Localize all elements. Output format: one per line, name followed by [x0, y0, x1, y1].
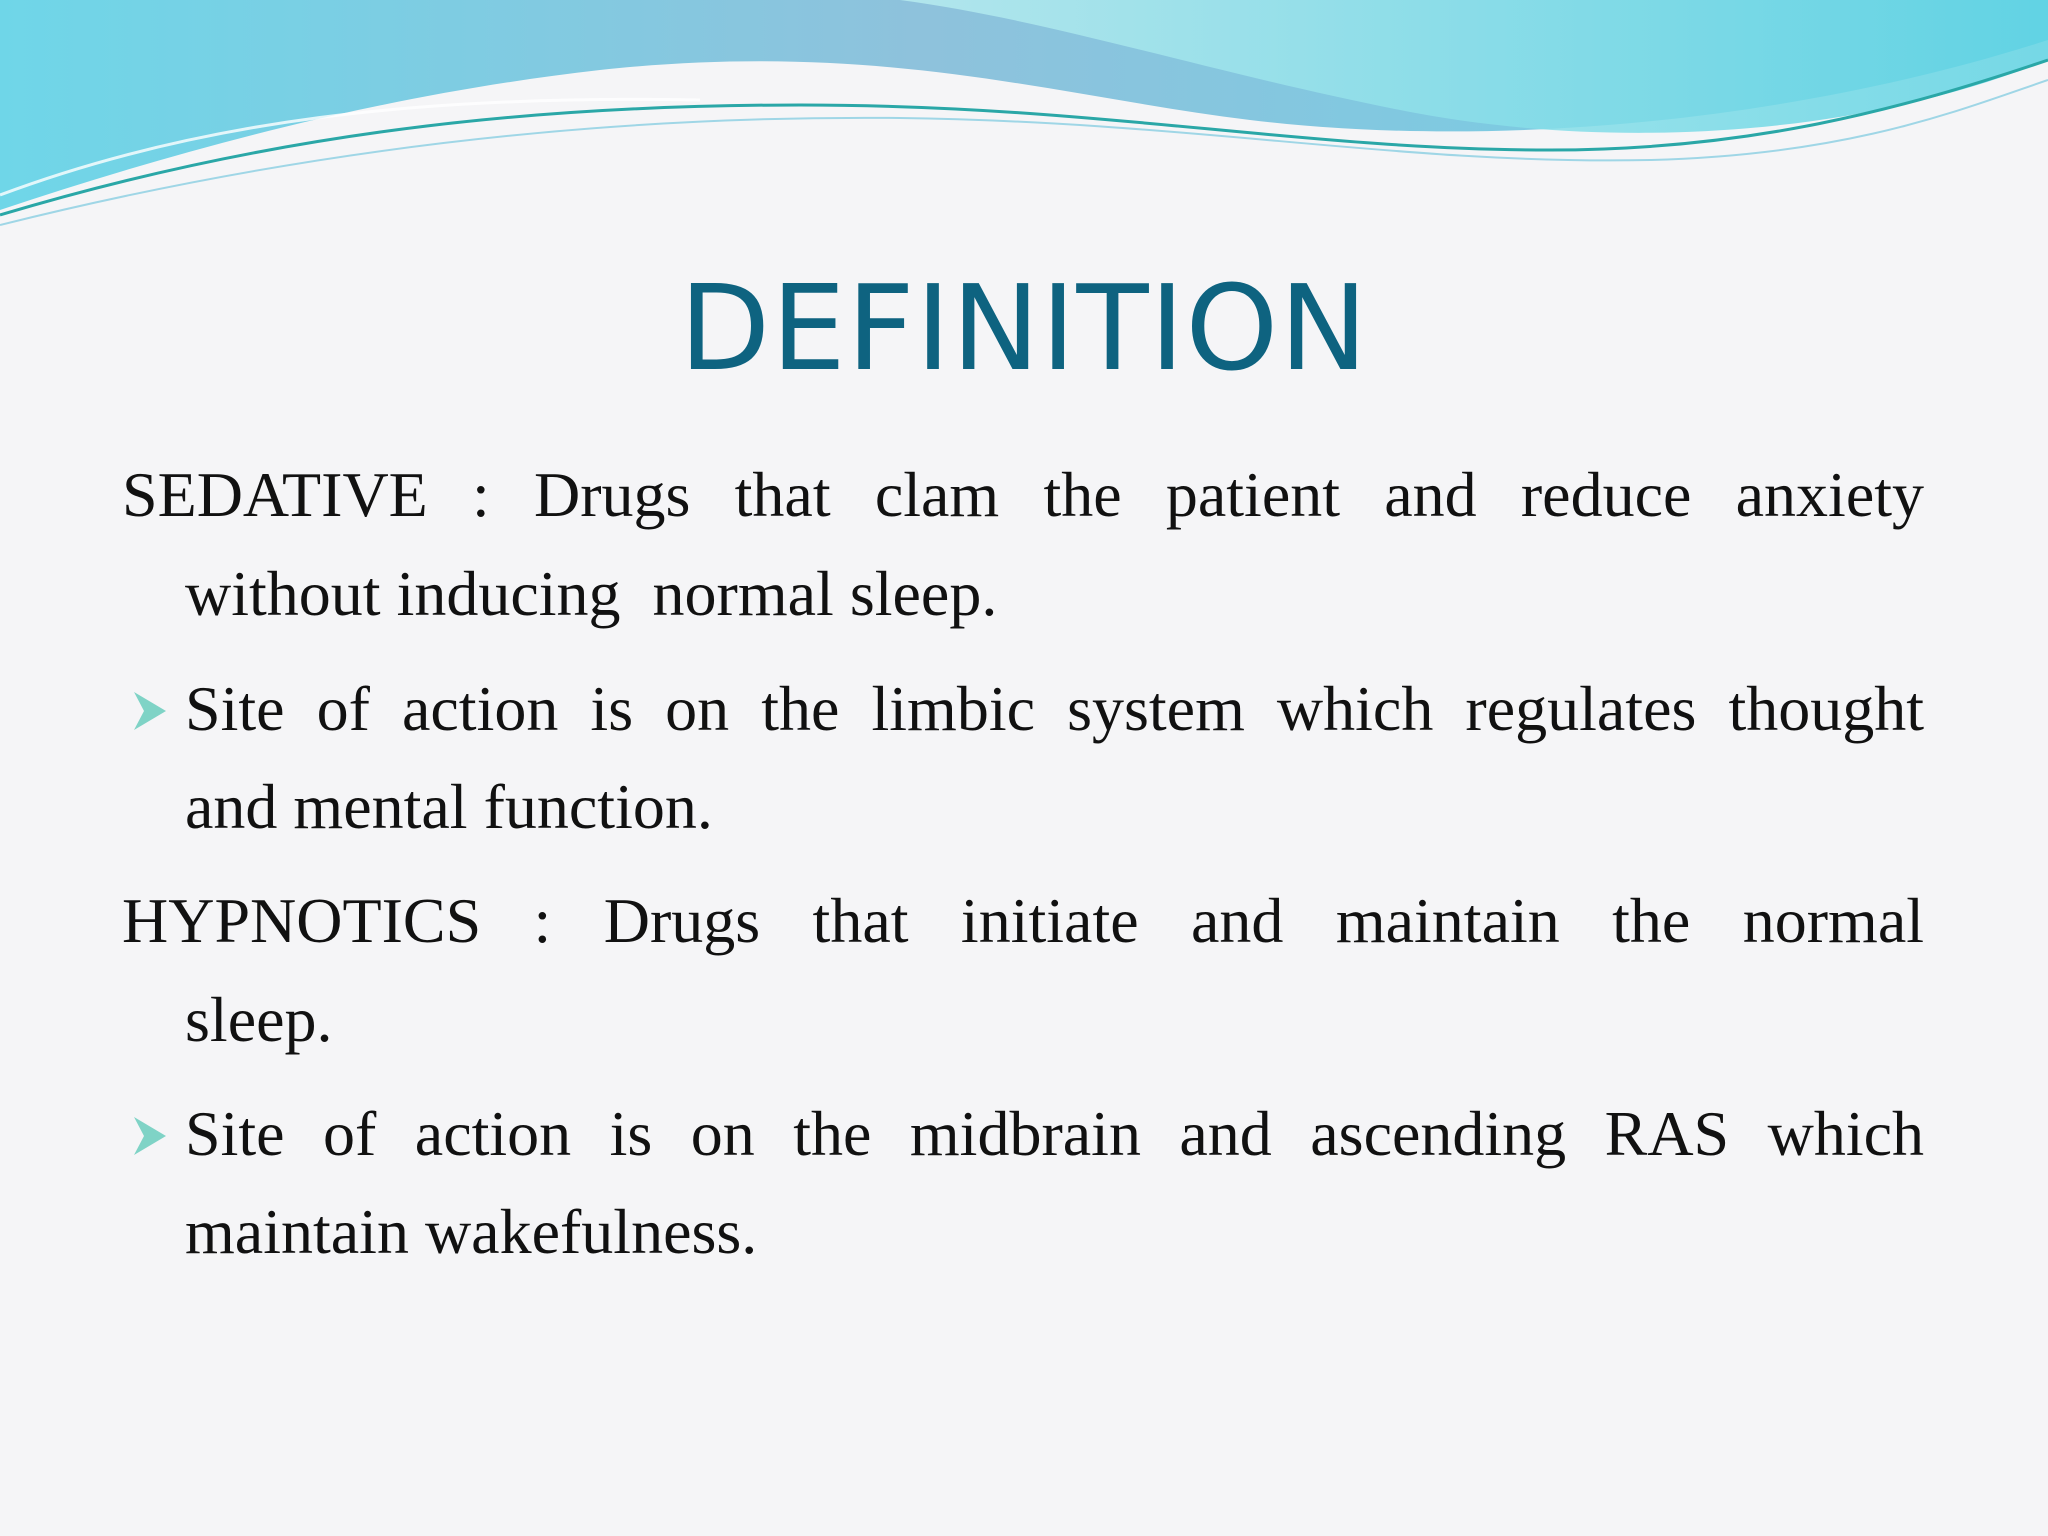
arrow-bullet-icon	[130, 1113, 170, 1159]
limbic-site-line2: and mental function.	[185, 771, 713, 842]
hypnotics-definition-line2: sleep.	[185, 984, 333, 1055]
arrow-bullet-icon	[130, 688, 170, 734]
midbrain-site-line1: Site of action is on the midbrain and ascending RAS which	[185, 1098, 1924, 1169]
hypnotics-definition-line1: HYPNOTICS : Drugs that initiate and maintain the normal	[122, 885, 1924, 956]
limbic-site-line1: Site of action is on the limbic system which regulates thought	[185, 673, 1924, 744]
slide-title: DEFINITION	[679, 259, 1369, 397]
midbrain-site-line2: maintain wakefulness.	[185, 1196, 758, 1267]
sedative-definition-line1: SEDATIVE : Drugs that clam the patient and reduce anxiety	[122, 459, 1924, 530]
sedative-definition-line2: without inducing normal sleep.	[185, 558, 998, 629]
